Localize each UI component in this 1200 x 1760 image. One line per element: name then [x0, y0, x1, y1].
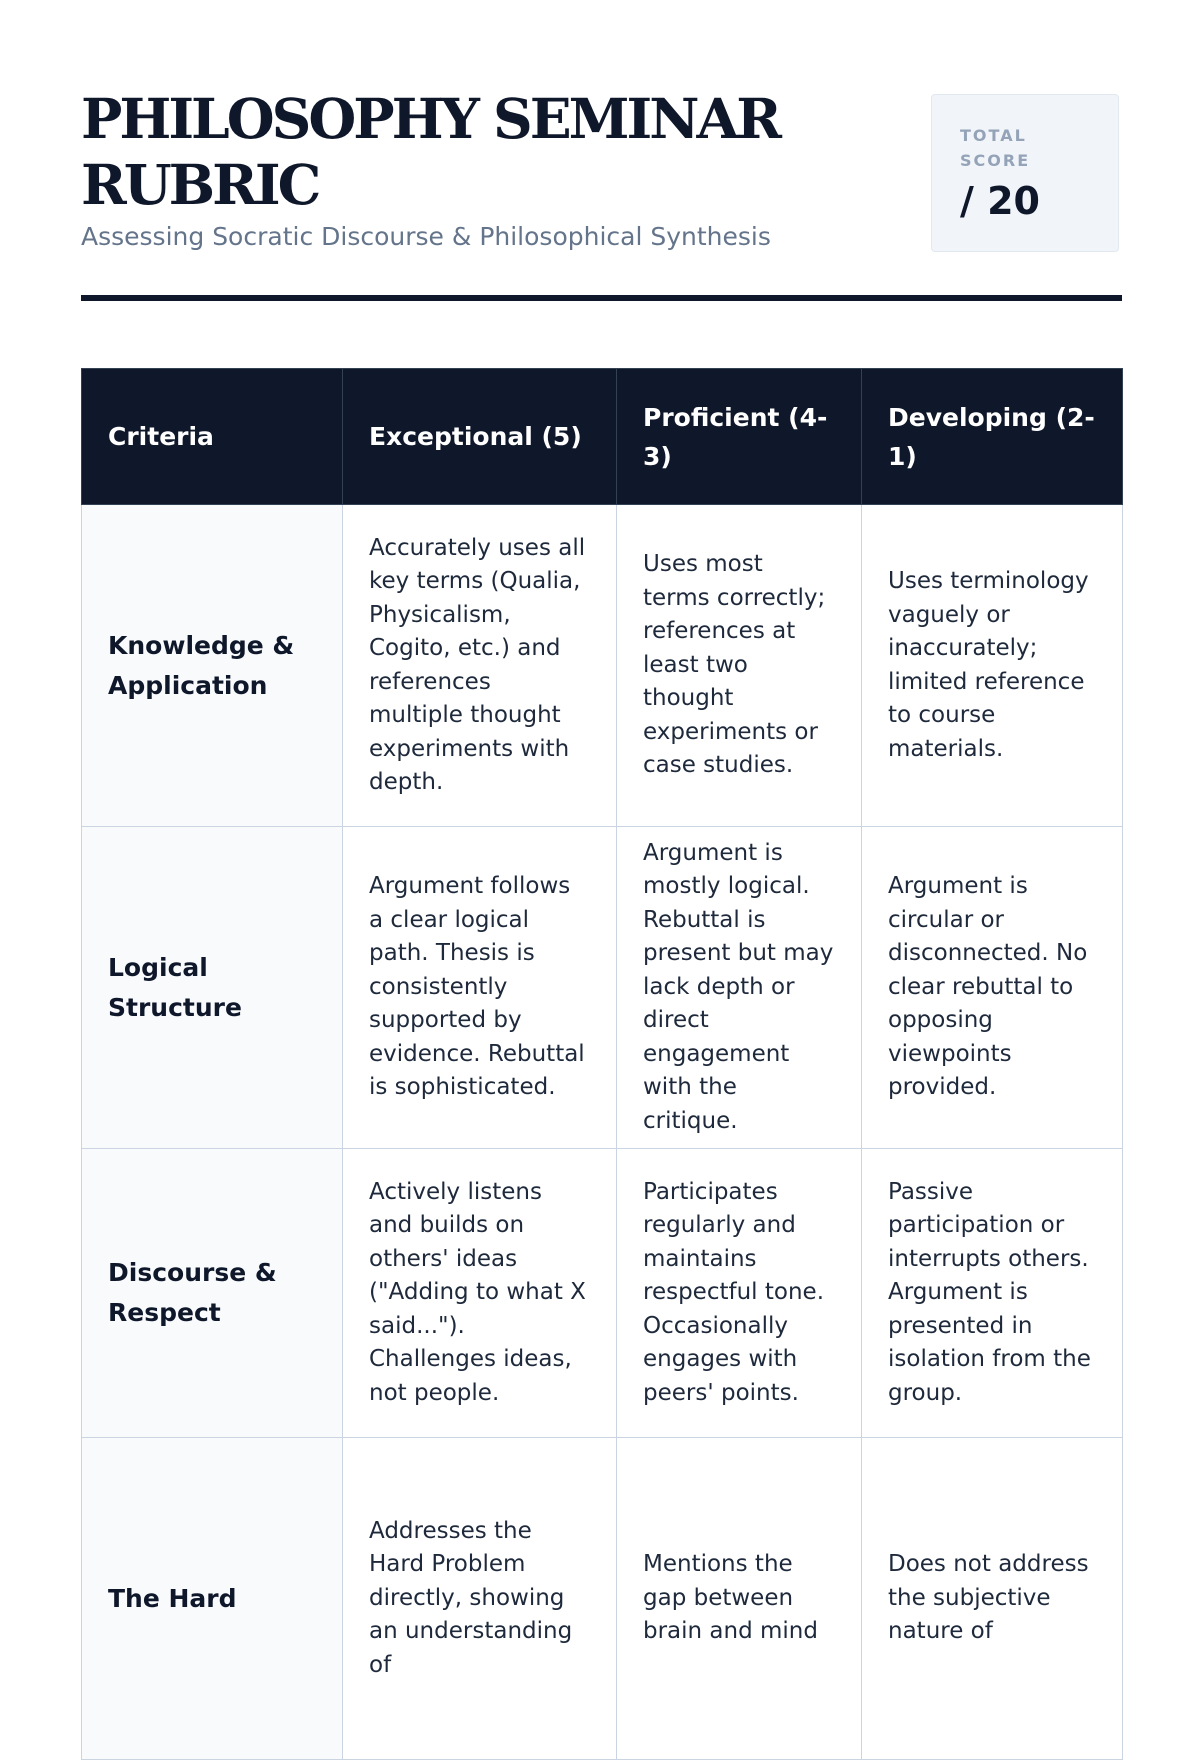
- table-row: [82, 827, 1123, 1149]
- row-criteria: Logical Structure: [82, 827, 343, 1149]
- column-header-developing: Developing (2-1): [862, 369, 1123, 505]
- table-row: [82, 1149, 1123, 1438]
- page-subtitle: Assessing Socratic Discourse & Philosophical Synthesis: [81, 222, 771, 251]
- table-row: [82, 505, 1123, 827]
- rubric-table: [81, 368, 1123, 1760]
- total-score-box: [931, 94, 1119, 252]
- table-header-row: [82, 369, 1123, 505]
- cell-proficient: Argument is mostly logical. Rebuttal is present but may lack depth or direct engagement with the critique.: [617, 827, 862, 1149]
- cell-proficient: Uses most terms correctly; references at least two thought experiments or case studies.: [617, 505, 862, 827]
- cell-developing: Argument is circular or disconnected. No clear rebuttal to opposing viewpoints provided.: [862, 827, 1123, 1149]
- column-header-proficient: Proficient (4-3): [617, 369, 862, 505]
- cell-developing: Does not address the subjective nature of: [862, 1438, 1123, 1760]
- row-criteria: Discourse & Respect: [82, 1149, 343, 1438]
- cell-proficient: Mentions the gap between brain and mind: [617, 1438, 862, 1760]
- cell-proficient: Participates regularly and maintains respectful tone. Occasionally engages with peers' points.: [617, 1149, 862, 1438]
- column-header-exceptional: Exceptional (5): [343, 369, 617, 505]
- total-score-label: TOTAL SCORE: [960, 126, 1031, 170]
- page-header: [81, 86, 1121, 256]
- row-criteria: Knowledge & Application: [82, 505, 343, 827]
- row-criteria: The Hard: [82, 1438, 343, 1760]
- column-header-criteria: Criteria: [82, 369, 343, 505]
- cell-exceptional: Actively listens and builds on others' ideas ("Adding to what X said..."). Challenges ideas, not people.: [343, 1149, 617, 1438]
- table-row: [82, 1438, 1123, 1760]
- cell-developing: Uses terminology vaguely or inaccurately; limited reference to course materials.: [862, 505, 1123, 827]
- page-title: PHILOSOPHY SEMINAR RUBRIC: [81, 86, 779, 217]
- cell-exceptional: Accurately uses all key terms (Qualia, Physicalism, Cogito, etc.) and references multiple thought experiments with depth.: [343, 505, 617, 827]
- header-divider: [81, 295, 1122, 301]
- total-score-value: / 20: [960, 179, 1040, 223]
- cell-exceptional: Argument follows a clear logical path. Thesis is consistently supported by evidence. Rebuttal is sophisticated.: [343, 827, 617, 1149]
- cell-developing: Passive participation or interrupts others. Argument is presented in isolation from the group.: [862, 1149, 1123, 1438]
- cell-exceptional: Addresses the Hard Problem directly, showing an understanding of: [343, 1438, 617, 1760]
